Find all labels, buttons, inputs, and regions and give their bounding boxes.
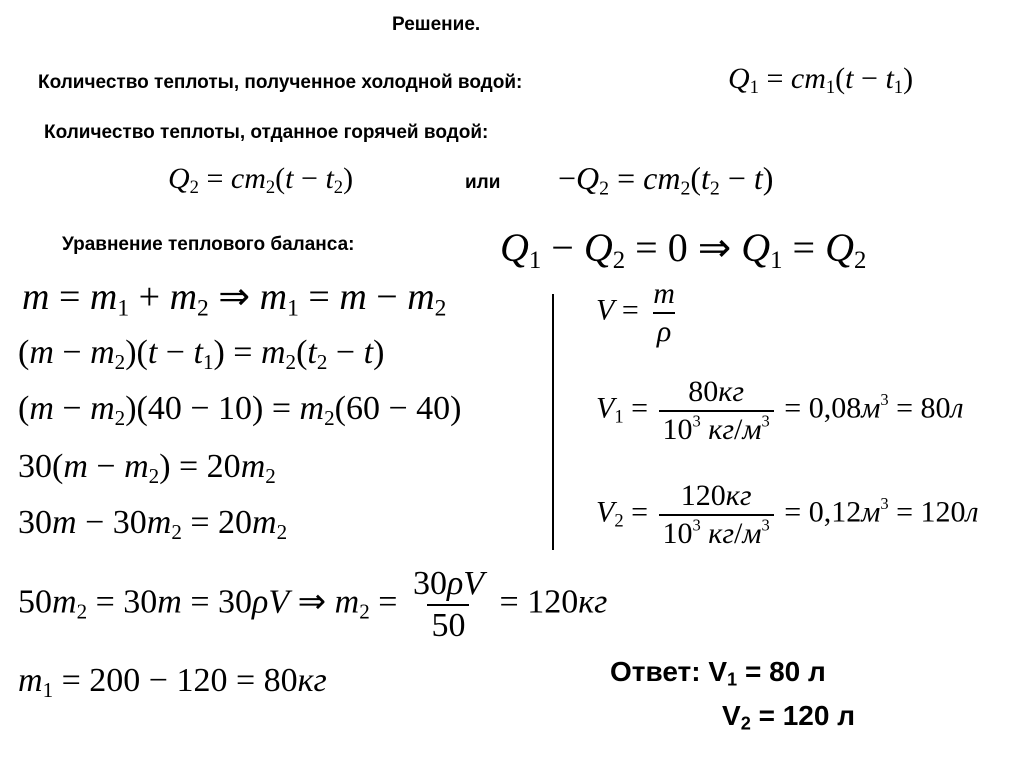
answer-v1-name: V [708,656,728,687]
hot-water-label: Количество теплоты, отданное горячей водой: [44,122,489,143]
answer-v1-sub: 1 [727,669,738,690]
column-divider [552,294,554,550]
formula-minus-q2: $-Q_2 = cm_2(t_2 - t)$ [558,160,774,200]
mass-equation: $m = m_1 + m_2$ ⇒ $m_1 = m - m_2$ [22,276,447,322]
answer-line-1 [610,656,826,688]
cold-water-label: Количество теплоты, полученное холодной водой: [38,72,523,93]
step-1: $(m - m_2)(t - t_1) = m_2(t_2 - t)$ [18,334,385,374]
step-2: $(m - m_2)(40 - 10) = m_2(60 - 40)$ [18,390,462,430]
answer-v1-value: = 80 л [744,656,826,687]
formula-q1: $Q_1 = cm_1(t - t_1)$ [728,62,914,99]
formula-q2: $Q_2 = cm_2(t - t_2)$ [168,162,354,199]
step-4: $30m - 30m_2 = 20m_2$ [18,504,288,544]
or-word: или [465,172,501,193]
heading: Решение. [392,14,481,35]
answer-v2-name: V [722,700,741,731]
v2-formula: $V_2$ = $\frac{120кг}{10^3 кг/м^3}$ = $0,12м^3 = 120л$ [596,479,979,550]
balance-equation: $Q_1 - Q_2 = 0$ ⇒ $Q_1 = Q_2$ [500,225,867,274]
volume-formula: V = $\frac{m}{\rho}$ [596,277,675,348]
m1-result: $m_1 = 200 - 120 = 80кг$ [18,662,327,702]
answer-v2-sub: 2 [740,713,751,734]
answer-line-2 [722,700,855,732]
step-3: $30(m - m_2) = 20m_2$ [18,448,276,488]
answer-v2-value: = 120 л [758,700,856,731]
balance-label: Уравнение теплового баланса: [62,234,355,255]
v1-formula: $V_1$ = $\frac{80кг}{10^3 кг/м^3}$ = $0,08м^3 = 80л$ [596,375,964,446]
answer-label: Ответ: [610,656,701,687]
m2-equation: $50m_2 = 30m = 30\rho V$ ⇒ $m_2$ = $\frac{30\rho V}{50}$ = 120кг [18,565,608,644]
